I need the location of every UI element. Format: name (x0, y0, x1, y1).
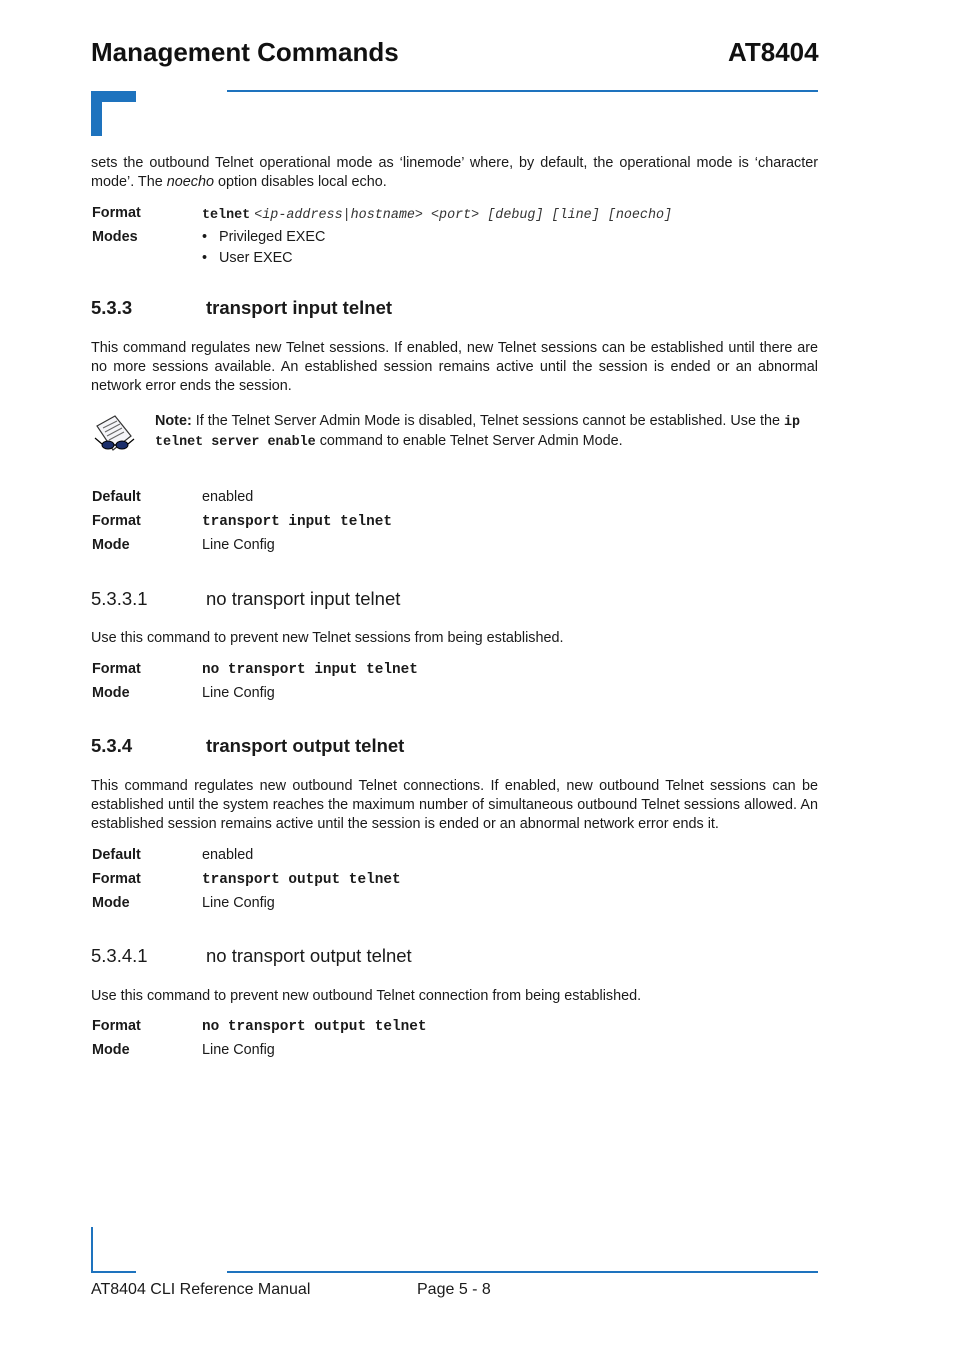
note-code: ip telnet server enable (155, 415, 801, 450)
footer-corner-vertical (91, 1227, 93, 1273)
footer-corner-horizontal (91, 1271, 136, 1273)
format-value: transport output telnet (202, 872, 401, 888)
mode-label: Mode (92, 685, 130, 701)
mode-value: Line Config (202, 685, 275, 701)
default-label: Default (92, 847, 141, 863)
section-title: transport output telnet (206, 735, 405, 756)
section-heading-5-3-4 (91, 735, 404, 757)
note-body-end: command to enable Telnet Server Admin Mode. (315, 433, 623, 449)
telnet-args: <ip-address|hostname> <port> [debug] [line] [noecho] (254, 208, 673, 223)
format-label: Format (92, 871, 141, 887)
format-label: Format (92, 661, 141, 677)
header-title: Management Commands (91, 37, 399, 67)
format-value: no transport input telnet (202, 662, 418, 678)
footer-manual-title: AT8404 CLI Reference Manual (91, 1281, 311, 1298)
mode-label: Mode (92, 895, 130, 911)
mode-value: Line Config (202, 1042, 275, 1058)
section-title: transport input telnet (206, 297, 393, 318)
telnet-command: telnet (202, 208, 251, 223)
intro-text: sets the outbound Telnet operational mode as ‘linemode’ where, by default, the operational mode is ‘character mode’. The (91, 155, 818, 190)
format-value: no transport output telnet (202, 1019, 427, 1035)
header-product: AT8404 (728, 37, 819, 67)
format-label: Format (92, 1018, 141, 1034)
section-number: 5.3.3 (91, 297, 133, 318)
intro-italic: noecho (166, 174, 214, 190)
note-text (155, 412, 818, 452)
default-label: Default (92, 489, 141, 505)
section-5-3-3-1-description: Use this command to prevent new Telnet sessions from being established. (91, 630, 564, 646)
intro-paragraph (91, 154, 818, 192)
section-number: 5.3.4 (91, 735, 133, 756)
section-title: no transport output telnet (206, 945, 412, 966)
mode-label: Mode (92, 537, 130, 553)
section-heading-5-3-3 (91, 297, 392, 319)
note-label: Note: (155, 413, 192, 429)
intro-text-end: option disables local echo. (213, 174, 387, 190)
section-number: 5.3.4.1 (91, 945, 148, 966)
section-5-3-4-description: This command regulates new outbound Telnet connections. If enabled, new outbound Telnet sessions can be established until the system reaches the maximum number of simultaneous outbound Telnet sessions allowed. An established session remains active until the session is ended or an abnormal network error ends it. (91, 778, 818, 832)
telnet-modes-label: Modes (92, 229, 138, 245)
section-5-3-3-description: This command regulates new Telnet sessions. If enabled, new Telnet sessions can be established until there are no more sessions available. An established session remains active until the session is ended or an abnormal network error ends the session. (91, 340, 818, 394)
format-label: Format (92, 513, 141, 529)
mode-user: User EXEC (219, 250, 293, 266)
section-title: no transport input telnet (206, 588, 401, 609)
note-body: If the Telnet Server Admin Mode is disabled, Telnet sessions cannot be established. Use the (191, 413, 785, 429)
mode-list-item: • Privileged EXEC (202, 229, 326, 245)
telnet-format-label: Format (92, 205, 141, 221)
section-5-3-4-1-description: Use this command to prevent new outbound Telnet connection from being established. (91, 988, 642, 1004)
mode-list-item: • User EXEC (202, 250, 293, 266)
format-value: transport input telnet (202, 514, 392, 530)
note-with-glasses-icon (91, 412, 137, 456)
section-heading-5-3-4-1 (91, 945, 412, 967)
section-number: 5.3.3.1 (91, 588, 148, 609)
telnet-format-value (202, 206, 672, 223)
footer-rule (227, 1271, 818, 1273)
header-rule (227, 90, 818, 92)
footer-page-number: Page 5 - 8 (417, 1281, 491, 1298)
mode-value: Line Config (202, 895, 275, 911)
mode-value: Line Config (202, 537, 275, 553)
default-value: enabled (202, 847, 254, 863)
mode-label: Mode (92, 1042, 130, 1058)
mode-privileged: Privileged EXEC (219, 229, 326, 245)
default-value: enabled (202, 489, 254, 505)
section-heading-5-3-3-1 (91, 588, 400, 610)
corner-mark-top-vertical (91, 91, 102, 136)
